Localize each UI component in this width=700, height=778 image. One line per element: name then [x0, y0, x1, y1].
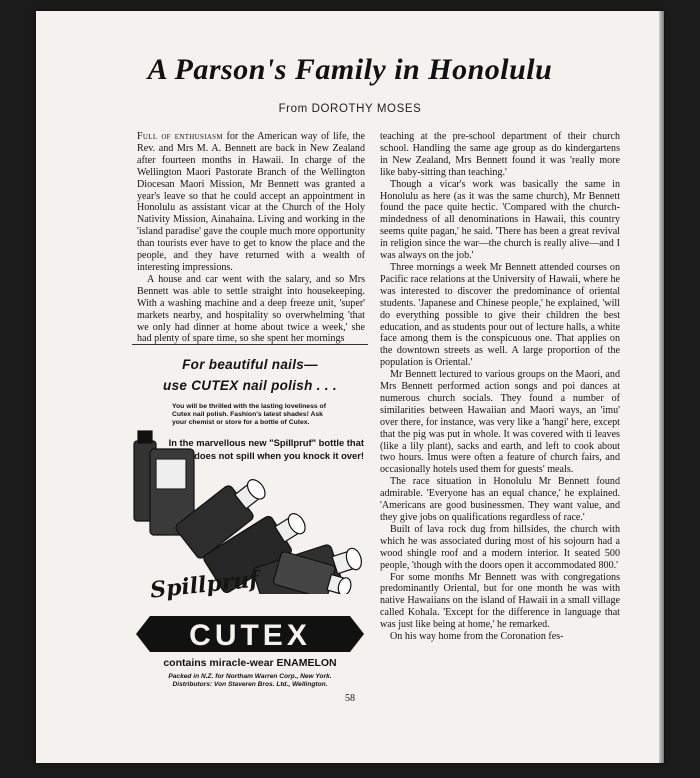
paragraph: Though a vicar's work was basically the same in Honolulu as here (as it was the same church), Mr Bennett found the pace quite hectic. 'Compared with the church-mindedness of all denominations in Hawaii, this country seems quite pagan,' he said. 'There has been a great revival in religion since the war—the church is really alive—and I was always on the job.'	[380, 178, 620, 262]
ad-script-logo: Spillpruf	[148, 566, 260, 604]
page-spine	[659, 11, 664, 763]
paragraph: teaching at the pre-school department of their church school. Handling the same age group as do kindergartens in New Zealand, Mrs Bennett found it was 'really more like baby-sitting than teaching.'	[380, 131, 620, 178]
paragraph: A house and car went with the salary, and so Mrs Bennett was able to settle straight into housekeeping. With a washing machine and a deep freeze unit, 'super' markets nearby, and hospitality so overwhelming 'that we only had dinner at home about twice a week,' she had plenty of spare time, so she spent her mornings	[137, 273, 365, 345]
ad-fine-print: Packed in N.Z. for Northam Warren Corp., New York. Distributors: Von Staveren Bros. Ltd., Wellington.	[168, 673, 332, 688]
article-title: A Parson's Family in Honolulu	[147, 53, 553, 86]
paragraph: Three mornings a week Mr Bennett attended courses on Pacific race relations at the University of Hawaii, where he was interested to discover the predominance of oriental students. 'Japanese and Chinese people,' he explained, 'will do everything possible to give their children the best education, and as students pour out of lecture halls, a white face among them is the conspicuous one. That applies on the downtown streets as well. A large proportion of the population is Oriental.'	[380, 261, 620, 369]
magazine-page	[36, 11, 664, 763]
paragraph: Mr Bennett lectured to various groups on the Maori, and Mrs Bennett performed action songs and poi dances at numerous church socials. They found a number of similarities between Hawaiian and Maori ways, an 'imu' over there, for instance, was very like a 'hangi' here, except that the pig was put in whole. It was covered with ti leaves (like a lily plant), sacks and earth, and left to cook about two hours. Imus were often a feature of church fairs, and occasionally hotels used them for guests' meals.	[380, 369, 620, 476]
paragraph: Full of enthusiasm for the American way of life, the Rev. and Mrs M. A. Bennett are back in New Zealand after fourteen months in Hawaii. In charge of the Wellington Maori Pastorate Branch of the Wellington Diocesan Maori Mission, Mr Bennett was granted a year's leave so that he could accept an appointment in Honolulu as assistant vicar at the Church of the Holy Nativity Mission, Ainahaina. Living and working in the 'island paradise' gave the couple much more opportunity than tourists ever have to get to know the place and the people, and they have returned with a wealth of interesting impressions.	[137, 131, 366, 273]
page-number: 58	[345, 693, 355, 704]
paragraph: For some months Mr Bennett was with congregations predominantly Oriental, but for one month he was with native Hawaiians on the island of Hawaii in a small village called Kohala. 'Except for the difference in language that was just like being at home,' he remarked.	[380, 571, 620, 631]
paragraph: On his way home from the Coronation fes-	[390, 631, 564, 643]
ad-top-rule	[132, 344, 368, 345]
ad-headline: For beautiful nails—	[182, 357, 318, 372]
ad-tagline: contains miracle-wear ENAMELON	[163, 657, 337, 669]
ad-subheadline: use CUTEX nail polish . . .	[163, 378, 337, 393]
left-column	[137, 131, 365, 345]
cutex-advertisement	[132, 344, 368, 700]
ad-spillpruf-text: In the marvellous new "Spillpruf" bottle that does not spill when you knock it over!	[168, 437, 364, 461]
ad-body-text: You will be thrilled with the lasting loveliness of Cutex nail polish. Fashion's latest shades! Ask your chemist or store for a bottle of Cutex.	[172, 403, 326, 426]
lead-in: Full of enthusiasm	[137, 131, 223, 142]
paragraph: Built of lava rock dug from hillsides, the church with which he was associated during most of his sojourn had a wood shingle roof and a modern interior. It seated 500 people, 'though with the doors open it accommodated 800.'	[380, 523, 620, 571]
cutex-logo	[132, 614, 368, 654]
right-column	[380, 131, 620, 643]
paragraph: The race situation in Honolulu Mr Bennett found admirable. 'Everyone has an equal chance,' he explained. 'Americans are good businessmen. They want value, and they give jobs on qualifications regardless of race.'	[380, 476, 620, 523]
article-byline: From DOROTHY MOSES	[278, 103, 422, 115]
brand-name: CUTEX	[189, 619, 311, 652]
